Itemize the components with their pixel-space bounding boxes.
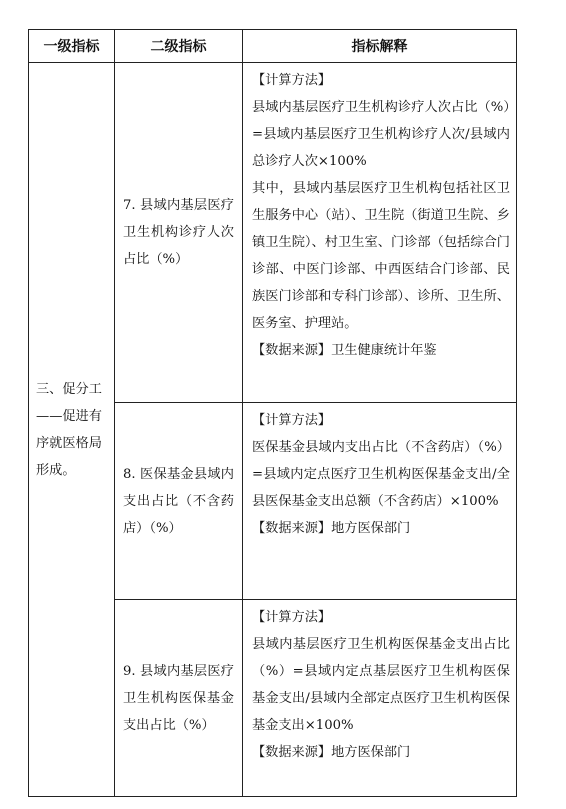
method-label: 【计算方法】 <box>252 610 332 625</box>
method-label: 【计算方法】 <box>252 413 332 428</box>
level2-indicator-8: 8. 医保基金县域内支出占比（不含药店）（%） <box>115 403 243 600</box>
explanation-cell-7 <box>243 63 517 403</box>
method-formula: 医保基金县域内支出占比（不含药店）（%）=县域内定点医疗卫生机构医保基金支出/全县医保基金支出总额（不含药店）×100% <box>252 440 510 509</box>
header-level2: 二级指标 <box>115 30 243 63</box>
source-label: 【数据来源】 <box>252 745 332 760</box>
method-formula: 县域内基层医疗卫生机构医保基金支出占比（%）=县域内定点基层医疗卫生机构医保基金支出/县域内全部定点医疗卫生机构医保基金支出×100% <box>252 637 510 733</box>
data-source <box>252 337 510 364</box>
indicator-table <box>28 29 517 797</box>
method-note: 其中，县域内基层医疗卫生机构包括社区卫生服务中心（站）、卫生院（街道卫生院、乡镇卫生院）、村卫生室、门诊部（包括综合门诊部、中医门诊部、中西医结合门诊部、民族医门诊部和专科门诊部）、诊所、卫生所、医务室、护理站。 <box>252 181 510 331</box>
level1-indicator: 三、促分工——促进有序就医格局形成。 <box>29 63 115 797</box>
source-value: 卫生健康统计年鉴 <box>331 343 437 358</box>
header-explanation: 指标解释 <box>243 30 517 63</box>
source-label: 【数据来源】 <box>252 343 332 358</box>
table-row <box>29 63 517 403</box>
data-source <box>252 739 510 766</box>
method-formula: 县域内基层医疗卫生机构诊疗人次占比（%）=县域内基层医疗卫生机构诊疗人次/县域内总诊疗人次×100% <box>252 100 510 169</box>
source-value: 地方医保部门 <box>331 521 411 536</box>
source-label: 【数据来源】 <box>252 521 332 536</box>
method-label: 【计算方法】 <box>252 73 332 88</box>
level2-indicator-7: 7. 县域内基层医疗卫生机构诊疗人次占比（%） <box>115 63 243 403</box>
data-source <box>252 515 510 542</box>
source-value: 地方医保部门 <box>331 745 411 760</box>
explanation-cell-9 <box>243 600 517 797</box>
level2-indicator-9: 9. 县域内基层医疗卫生机构医保基金支出占比（%） <box>115 600 243 797</box>
header-row <box>29 30 517 63</box>
header-level1: 一级指标 <box>29 30 115 63</box>
explanation-cell-8 <box>243 403 517 600</box>
